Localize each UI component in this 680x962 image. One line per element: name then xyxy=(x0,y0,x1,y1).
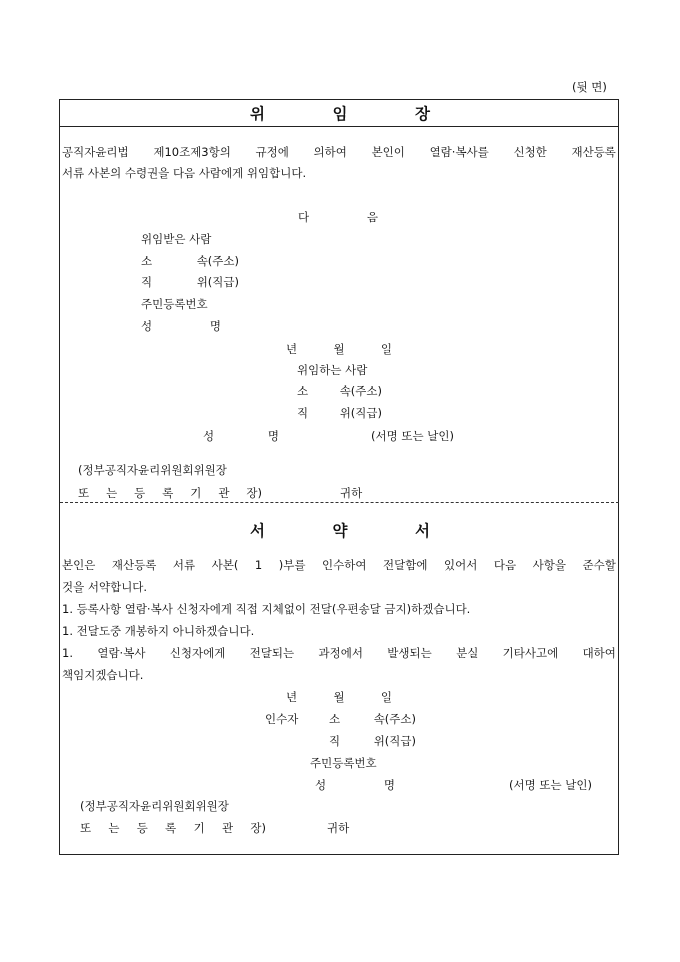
pledge-item-3-line2: 책임지겠습니다. xyxy=(62,668,144,682)
delegation-title: 위 임 장 xyxy=(250,105,430,123)
delegation-date: 년 월 일 xyxy=(286,342,392,356)
delegator-sign-note: (서명 또는 날인) xyxy=(371,429,454,443)
recipient-name: 성 명 xyxy=(141,319,221,333)
pledge-addressee-line1: (정부공직자윤리위원회위원장 xyxy=(80,799,229,813)
delegation-body-line2: 서류 사본의 수령권을 다음 사람에게 위임합니다. xyxy=(62,166,307,180)
delegator-label: 위임하는 사람 xyxy=(297,363,368,377)
receiver-affiliation: 소 속(주소) xyxy=(329,712,416,726)
pledge-line1: 본인은 재산등록 서류 사본( 1 )부를 인수하여 전달함에 있어서 다음 사항을 준수할 xyxy=(62,558,616,572)
pledge-date: 년 월 일 xyxy=(286,690,392,704)
recipient-position: 직 위(직급) xyxy=(141,275,239,289)
pledge-title: 서 약 서 xyxy=(250,522,430,540)
recipient-affiliation: 소 속(주소) xyxy=(141,254,239,268)
recipient-label: 위임받은 사람 xyxy=(141,232,212,246)
receiver-resident-number: 주민등록번호 xyxy=(310,756,377,770)
pledge-addressee-line2: 또 는 등 록 기 관 장) xyxy=(80,821,266,835)
receiver-sign-note: (서명 또는 날인) xyxy=(509,778,592,792)
pledge-line2: 것을 서약합니다. xyxy=(62,580,148,594)
delegator-affiliation: 소 속(주소) xyxy=(297,384,382,398)
title-divider xyxy=(60,126,619,127)
delegation-addressee-line1: (정부공직자윤리위원회위원장 xyxy=(78,463,227,477)
receiver-name: 성 명 xyxy=(315,778,395,792)
pledge-item-2: 1. 전달도중 개봉하지 아니하겠습니다. xyxy=(62,624,255,638)
pledge-honorific: 귀하 xyxy=(327,821,350,835)
cut-line-divider xyxy=(60,502,619,503)
next-heading: 다 음 xyxy=(298,210,378,224)
receiver-position: 직 위(직급) xyxy=(329,734,416,748)
delegation-honorific: 귀하 xyxy=(340,486,363,500)
delegation-addressee-line2: 또 는 등 록 기 관 장) xyxy=(78,486,262,500)
delegator-name: 성 명 xyxy=(203,429,279,443)
pledge-item-1: 1. 등록사항 열람·복사 신청자에게 직접 지체없이 전달(우편송달 금지)하겠습니다. xyxy=(62,602,471,616)
delegation-body-line1: 공직자윤리법 제10조제3항의 규정에 의하여 본인이 열람·복사를 신청한 재산등록 xyxy=(62,145,616,159)
delegator-position: 직 위(직급) xyxy=(297,406,382,420)
pledge-item-3-line1: 1. 열람·복사 신청자에게 전달되는 과정에서 발생되는 분실 기타사고에 대하여 xyxy=(62,646,616,660)
page-side-label: (뒷 면) xyxy=(572,80,607,94)
recipient-resident-number: 주민등록번호 xyxy=(141,297,208,311)
receiver-label: 인수자 xyxy=(265,712,299,726)
